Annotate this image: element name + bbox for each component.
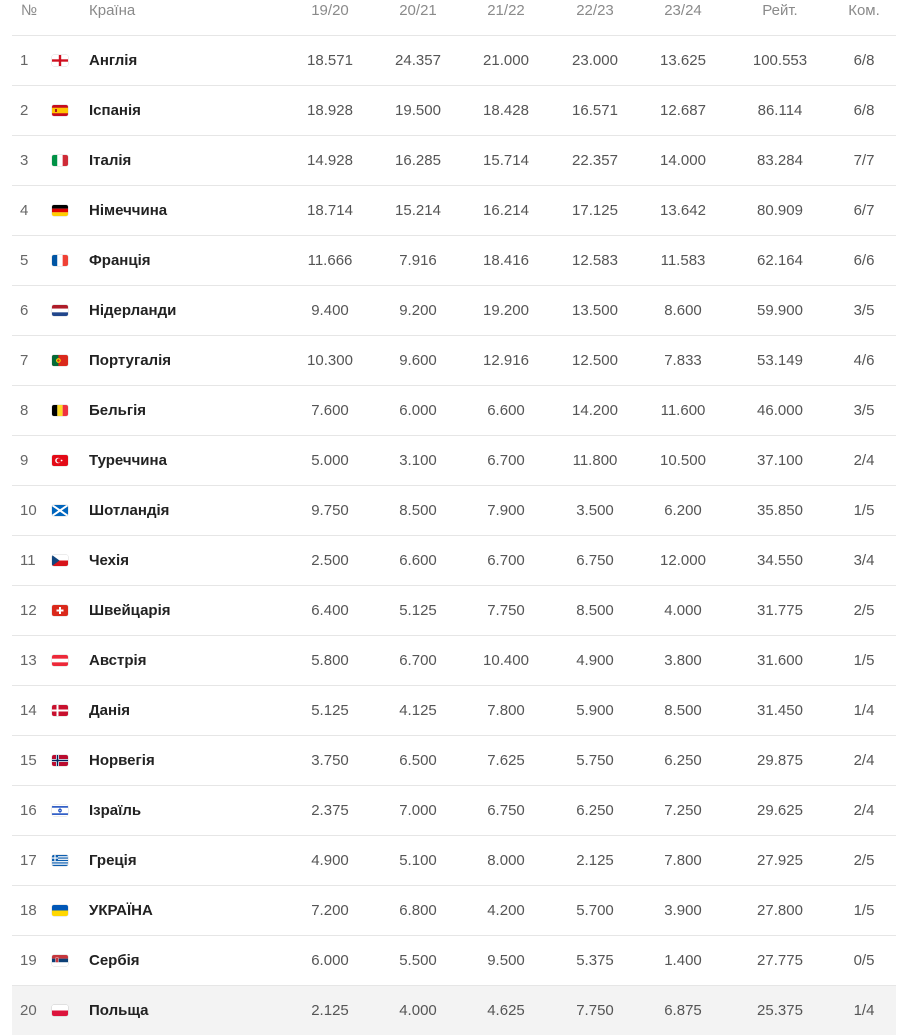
season-value-5: 11.600 — [660, 402, 706, 419]
season-value-4: 22.357 — [572, 152, 618, 169]
season-value-2: 5.125 — [399, 602, 437, 619]
scotland-flag-icon — [52, 505, 68, 516]
header-season-4[interactable]: 22/23 — [576, 2, 614, 19]
season-value-3: 18.428 — [483, 102, 529, 119]
teams-value: 1/5 — [853, 902, 875, 919]
season-value-3: 7.800 — [487, 702, 525, 719]
rank-number: 14 — [20, 702, 37, 719]
england-flag-icon — [52, 55, 68, 66]
table-row[interactable] — [12, 236, 896, 286]
country-name[interactable]: Нідерланди — [89, 302, 177, 319]
table-row[interactable] — [12, 636, 896, 686]
rank-number: 12 — [20, 602, 37, 619]
season-value-4: 23.000 — [572, 52, 618, 69]
season-value-4: 12.500 — [572, 352, 618, 369]
header-country[interactable]: Країна — [89, 2, 136, 19]
season-value-2: 9.200 — [399, 302, 437, 319]
flag-cell — [50, 736, 70, 785]
season-value-1: 6.400 — [311, 602, 349, 619]
flag-cell — [50, 986, 70, 1035]
flag-cell — [50, 236, 70, 285]
table-row[interactable] — [12, 136, 896, 186]
season-value-3: 8.000 — [487, 852, 525, 869]
season-value-4: 14.200 — [572, 402, 618, 419]
teams-value: 3/5 — [853, 402, 875, 419]
rank-number: 5 — [20, 252, 29, 269]
season-value-4: 16.571 — [572, 102, 618, 119]
rating-value: 83.284 — [757, 152, 803, 169]
country-name[interactable]: УКРАЇНА — [89, 902, 153, 919]
teams-value: 2/4 — [853, 452, 875, 469]
season-value-1: 4.900 — [311, 852, 349, 869]
table-row[interactable] — [12, 36, 896, 86]
flag-cell — [50, 536, 70, 585]
header-teams[interactable]: Ком. — [848, 2, 880, 19]
season-value-2: 6.500 — [399, 752, 437, 769]
season-value-2: 6.700 — [399, 652, 437, 669]
season-value-1: 11.666 — [307, 252, 353, 269]
flag-cell — [50, 786, 70, 835]
country-name[interactable]: Шотландія — [89, 502, 170, 519]
season-value-4: 11.800 — [572, 452, 618, 469]
rating-value: 46.000 — [757, 402, 803, 419]
rating-value: 53.149 — [757, 352, 803, 369]
israel-flag-icon — [52, 805, 68, 816]
italy-flag-icon — [52, 155, 68, 166]
table-row[interactable] — [12, 286, 896, 336]
season-value-3: 16.214 — [483, 202, 529, 219]
rank-number: 1 — [20, 52, 29, 69]
season-value-5: 13.625 — [660, 52, 706, 69]
poland-flag-icon — [52, 1005, 68, 1016]
header-season-5[interactable]: 23/24 — [664, 2, 702, 19]
teams-value: 0/5 — [853, 952, 875, 969]
season-value-1: 5.000 — [311, 452, 349, 469]
teams-value: 3/4 — [853, 552, 875, 569]
table-row[interactable] — [12, 386, 896, 436]
season-value-5: 3.800 — [664, 652, 702, 669]
table-row[interactable] — [12, 86, 896, 136]
teams-value: 2/4 — [853, 802, 875, 819]
country-name[interactable]: Португалія — [89, 352, 172, 369]
rating-value: 29.625 — [757, 802, 803, 819]
rank-number: 9 — [20, 452, 29, 469]
rating-value: 31.775 — [757, 602, 803, 619]
teams-value: 6/7 — [853, 202, 875, 219]
header-rank: № — [21, 2, 38, 19]
rank-number: 15 — [20, 752, 37, 769]
country-name[interactable]: Німеччина — [89, 202, 168, 219]
rating-value: 100.553 — [752, 52, 808, 69]
flag-cell — [50, 436, 70, 485]
czechia-flag-icon — [52, 555, 68, 566]
season-value-1: 2.125 — [311, 1002, 349, 1019]
norway-flag-icon — [52, 755, 68, 766]
season-value-2: 4.125 — [399, 702, 437, 719]
greece-flag-icon — [52, 855, 68, 866]
flag-cell — [50, 936, 70, 985]
country-name[interactable]: Італія — [89, 152, 132, 169]
teams-value: 2/4 — [853, 752, 875, 769]
table-row[interactable] — [12, 486, 896, 536]
season-value-4: 6.250 — [576, 802, 614, 819]
rank-number: 7 — [20, 352, 29, 369]
rating-value: 62.164 — [757, 252, 803, 269]
season-value-3: 6.700 — [487, 452, 525, 469]
country-name[interactable]: Норвегія — [89, 752, 155, 769]
flag-cell — [50, 886, 70, 935]
season-value-5: 8.500 — [664, 702, 702, 719]
season-value-4: 17.125 — [572, 202, 618, 219]
country-name[interactable]: Греція — [89, 852, 137, 869]
season-value-2: 7.000 — [399, 802, 437, 819]
table-row[interactable] — [12, 736, 896, 786]
season-value-1: 2.500 — [311, 552, 349, 569]
season-value-2: 8.500 — [399, 502, 437, 519]
rating-value: 25.375 — [757, 1002, 803, 1019]
season-value-4: 5.900 — [576, 702, 614, 719]
season-value-3: 18.416 — [483, 252, 529, 269]
teams-value: 1/5 — [853, 502, 875, 519]
rating-value: 34.550 — [757, 552, 803, 569]
season-value-5: 7.833 — [664, 352, 702, 369]
season-value-2: 4.000 — [399, 1002, 437, 1019]
season-value-2: 19.500 — [395, 102, 441, 119]
teams-value: 7/7 — [853, 152, 875, 169]
rating-value: 35.850 — [757, 502, 803, 519]
table-body — [0, 36, 900, 1035]
netherlands-flag-icon — [52, 305, 68, 316]
season-value-4: 6.750 — [576, 552, 614, 569]
season-value-5: 12.687 — [660, 102, 706, 119]
header-season-3[interactable]: 21/22 — [487, 2, 525, 19]
rank-number: 20 — [20, 1002, 37, 1019]
flag-cell — [50, 86, 70, 135]
table-row[interactable] — [12, 836, 896, 886]
table-row[interactable] — [12, 536, 896, 586]
flag-cell — [50, 286, 70, 335]
country-name[interactable]: Ізраїль — [89, 802, 142, 819]
season-value-3: 15.714 — [483, 152, 529, 169]
rank-number: 13 — [20, 652, 37, 669]
season-value-4: 7.750 — [576, 1002, 614, 1019]
country-name[interactable]: Австрія — [89, 652, 147, 669]
season-value-1: 18.571 — [307, 52, 353, 69]
flag-cell — [50, 336, 70, 385]
rank-number: 19 — [20, 952, 37, 969]
season-value-4: 3.500 — [576, 502, 614, 519]
season-value-1: 9.750 — [311, 502, 349, 519]
season-value-2: 5.500 — [399, 952, 437, 969]
country-name[interactable]: Чехія — [89, 552, 129, 569]
season-value-3: 7.900 — [487, 502, 525, 519]
table-row[interactable] — [12, 886, 896, 936]
rank-number: 11 — [20, 552, 36, 569]
season-value-5: 13.642 — [660, 202, 706, 219]
season-value-3: 9.500 — [487, 952, 525, 969]
season-value-4: 4.900 — [576, 652, 614, 669]
season-value-5: 7.800 — [664, 852, 702, 869]
season-value-5: 6.875 — [664, 1002, 702, 1019]
season-value-2: 16.285 — [395, 152, 441, 169]
table-row[interactable] — [12, 436, 896, 486]
season-value-1: 5.125 — [311, 702, 349, 719]
teams-value: 4/6 — [853, 352, 875, 369]
flag-cell — [50, 636, 70, 685]
rating-value: 80.909 — [757, 202, 803, 219]
season-value-3: 6.750 — [487, 802, 525, 819]
rank-number: 6 — [20, 302, 29, 319]
season-value-1: 7.600 — [311, 402, 349, 419]
season-value-2: 9.600 — [399, 352, 437, 369]
table-row[interactable] — [12, 186, 896, 236]
season-value-2: 6.800 — [399, 902, 437, 919]
rank-number: 10 — [20, 502, 37, 519]
rating-value: 27.925 — [757, 852, 803, 869]
teams-value: 6/8 — [853, 102, 875, 119]
teams-value: 3/5 — [853, 302, 875, 319]
header-rating[interactable]: Рейт. — [762, 2, 798, 19]
season-value-5: 3.900 — [664, 902, 702, 919]
country-name[interactable]: Данія — [89, 702, 131, 719]
season-value-2: 3.100 — [399, 452, 437, 469]
season-value-5: 10.500 — [660, 452, 706, 469]
germany-flag-icon — [52, 205, 68, 216]
header-season-2[interactable]: 20/21 — [399, 2, 437, 19]
season-value-4: 5.375 — [576, 952, 614, 969]
season-value-4: 8.500 — [576, 602, 614, 619]
rating-value: 59.900 — [757, 302, 803, 319]
flag-cell — [50, 36, 70, 85]
season-value-2: 24.357 — [395, 52, 441, 69]
table-header — [12, 0, 896, 36]
header-season-1[interactable]: 19/20 — [311, 2, 349, 19]
season-value-2: 5.100 — [399, 852, 437, 869]
season-value-5: 14.000 — [660, 152, 706, 169]
season-value-4: 13.500 — [572, 302, 618, 319]
portugal-flag-icon — [52, 355, 68, 366]
season-value-5: 8.600 — [664, 302, 702, 319]
season-value-3: 19.200 — [483, 302, 529, 319]
flag-cell — [50, 386, 70, 435]
rating-value: 29.875 — [757, 752, 803, 769]
season-value-3: 6.700 — [487, 552, 525, 569]
teams-value: 6/6 — [853, 252, 875, 269]
season-value-5: 1.400 — [664, 952, 702, 969]
teams-value: 1/4 — [853, 702, 875, 719]
turkey-flag-icon — [52, 455, 68, 466]
country-name[interactable]: Бельгія — [89, 402, 147, 419]
flag-cell — [50, 186, 70, 235]
season-value-1: 3.750 — [311, 752, 349, 769]
flag-cell — [50, 136, 70, 185]
season-value-3: 6.600 — [487, 402, 525, 419]
denmark-flag-icon — [52, 705, 68, 716]
season-value-1: 5.800 — [311, 652, 349, 669]
rating-value: 31.450 — [757, 702, 803, 719]
season-value-1: 6.000 — [311, 952, 349, 969]
rank-number: 2 — [20, 102, 29, 119]
country-name[interactable]: Польща — [89, 1002, 149, 1019]
season-value-4: 5.700 — [576, 902, 614, 919]
country-name[interactable]: Туреччина — [89, 452, 167, 469]
season-value-1: 7.200 — [311, 902, 349, 919]
teams-value: 1/4 — [853, 1002, 875, 1019]
season-value-4: 5.750 — [576, 752, 614, 769]
teams-value: 2/5 — [853, 602, 875, 619]
flag-cell — [50, 686, 70, 735]
table-row[interactable] — [12, 686, 896, 736]
serbia-flag-icon — [52, 955, 68, 966]
table-row[interactable] — [12, 336, 896, 386]
season-value-3: 10.400 — [483, 652, 529, 669]
rank-number: 16 — [20, 802, 37, 819]
belgium-flag-icon — [52, 405, 68, 416]
table-row[interactable] — [12, 586, 896, 636]
rank-number: 17 — [20, 852, 37, 869]
season-value-1: 2.375 — [311, 802, 349, 819]
flag-cell — [50, 486, 70, 535]
season-value-3: 4.625 — [487, 1002, 525, 1019]
season-value-2: 6.600 — [399, 552, 437, 569]
flag-cell — [50, 836, 70, 885]
season-value-1: 18.928 — [307, 102, 353, 119]
country-name[interactable]: Швейцарія — [89, 602, 171, 619]
country-name[interactable]: Сербія — [89, 952, 140, 969]
season-value-2: 7.916 — [399, 252, 437, 269]
teams-value: 1/5 — [853, 652, 875, 669]
country-name[interactable]: Франція — [89, 252, 151, 269]
spain-flag-icon — [52, 105, 68, 116]
season-value-5: 7.250 — [664, 802, 702, 819]
season-value-1: 18.714 — [307, 202, 353, 219]
austria-flag-icon — [52, 655, 68, 666]
season-value-5: 11.583 — [660, 252, 706, 269]
switzerland-flag-icon — [52, 605, 68, 616]
table-row[interactable] — [12, 786, 896, 836]
rank-number: 18 — [20, 902, 37, 919]
season-value-1: 14.928 — [307, 152, 353, 169]
teams-value: 2/5 — [853, 852, 875, 869]
season-value-5: 6.250 — [664, 752, 702, 769]
rank-number: 3 — [20, 152, 29, 169]
rating-value: 27.775 — [757, 952, 803, 969]
table-row[interactable] — [12, 986, 896, 1035]
rank-number: 4 — [20, 202, 29, 219]
rating-value: 86.114 — [757, 102, 803, 119]
season-value-5: 6.200 — [664, 502, 702, 519]
season-value-1: 9.400 — [311, 302, 349, 319]
rating-value: 27.800 — [757, 902, 803, 919]
season-value-4: 2.125 — [576, 852, 614, 869]
season-value-3: 4.200 — [487, 902, 525, 919]
season-value-1: 10.300 — [307, 352, 353, 369]
rating-value: 31.600 — [757, 652, 803, 669]
season-value-2: 6.000 — [399, 402, 437, 419]
table-row[interactable] — [12, 936, 896, 986]
france-flag-icon — [52, 255, 68, 266]
flag-cell — [50, 586, 70, 635]
ukraine-flag-icon — [52, 905, 68, 916]
season-value-4: 12.583 — [572, 252, 618, 269]
rank-number: 8 — [20, 402, 29, 419]
season-value-5: 4.000 — [664, 602, 702, 619]
season-value-3: 7.625 — [487, 752, 525, 769]
country-name[interactable]: Англія — [89, 52, 138, 69]
season-value-3: 21.000 — [483, 52, 529, 69]
season-value-5: 12.000 — [660, 552, 706, 569]
season-value-2: 15.214 — [395, 202, 441, 219]
teams-value: 6/8 — [853, 52, 875, 69]
season-value-3: 7.750 — [487, 602, 525, 619]
rating-value: 37.100 — [757, 452, 803, 469]
country-name[interactable]: Іспанія — [89, 102, 141, 119]
season-value-3: 12.916 — [483, 352, 529, 369]
